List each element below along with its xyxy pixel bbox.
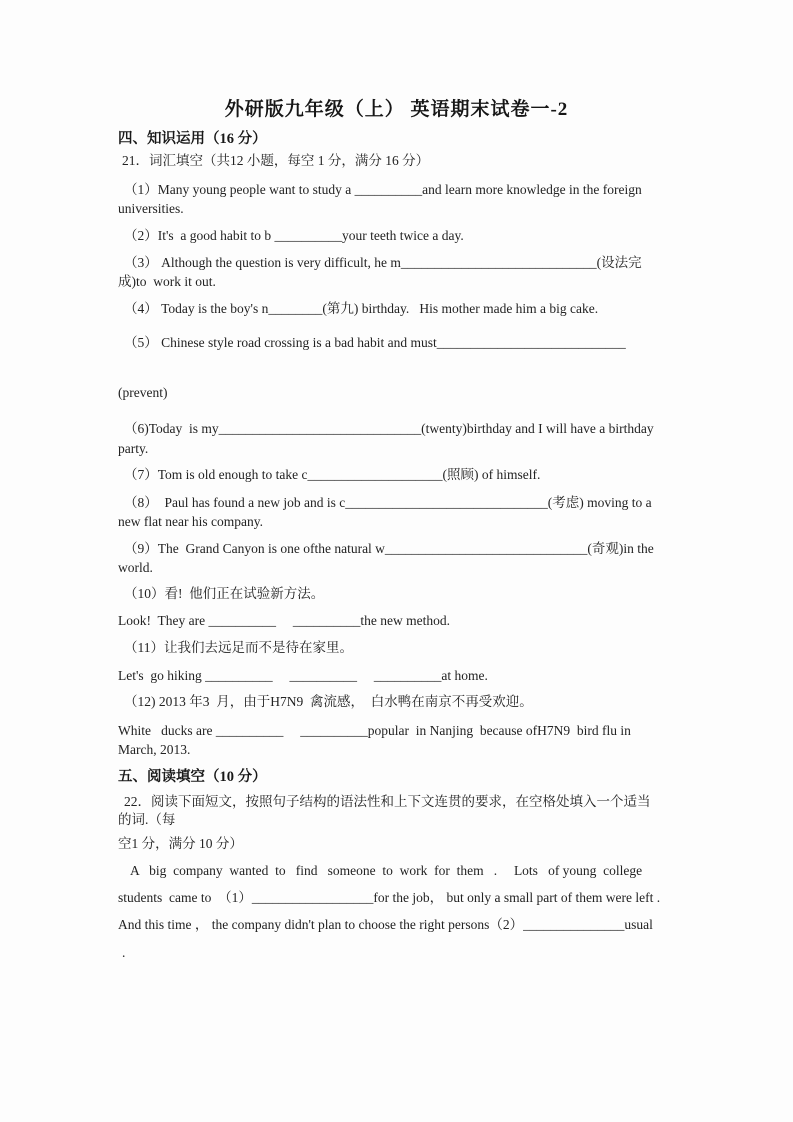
q21-item-8-line-2: new flat near his company. <box>118 514 263 529</box>
exam-title: 外研版九年级（上） 英语期末试卷一-2 <box>224 99 569 120</box>
question-22-intro-line-2: 的词.（每 <box>118 812 176 827</box>
q21-item-12-line-2: White ducks are __________ __________popular in Nanjing because ofH7N9 bird flu in <box>118 723 631 738</box>
q21-item-1-line-2: universities. <box>118 201 184 216</box>
q21-item-1-line-1: （1）Many young people want to study a __________and learn more knowledge in the foreign <box>124 182 642 197</box>
q22-passage-line-2: students came to （1）__________________for the job， but only a small part of them were left . <box>118 890 661 905</box>
q21-item-9-line-2: world. <box>118 560 153 575</box>
section-4-heading: 四、知识运用（16 分） <box>118 131 267 147</box>
q22-passage-line-4: . <box>122 945 126 960</box>
q21-item-6-line-1: （6)Today is my______________________________(twenty)birthday and I will have a birthday <box>124 421 654 436</box>
q22-passage-line-1: A big company wanted to find someone to work for them . Lots of young college <box>130 863 643 878</box>
q22-passage-line-3: And this time ， the company didn't plan to choose the right persons（2）_______________usual <box>118 917 653 932</box>
q21-item-12-line-3: March, 2013. <box>118 742 191 757</box>
section-5-heading: 五、阅读填空（10 分） <box>118 769 267 785</box>
q21-item-3-line-2: 成)to work it out. <box>118 274 216 289</box>
q21-item-4-line-1: （4） Today is the boy's n________(第九) birthday. His mother made him a big cake. <box>124 301 599 316</box>
q21-item-5-line-1: （5） Chinese style road crossing is a bad habit and must____________________________ <box>124 335 626 350</box>
question-22-intro-line-1: 22．阅读下面短文，按照句子结构的语法性和上下文连贯的要求，在空格处填入一个适当 <box>124 794 651 809</box>
q21-item-5-hint: (prevent) <box>118 385 168 400</box>
q21-item-11-line-1: （11）让我们去远足而不是待在家里。 <box>124 640 353 655</box>
q21-item-11-line-2: Let's go hiking __________ __________ __________at home. <box>118 668 488 683</box>
q21-item-9-line-1: （9）The Grand Canyon is one ofthe natural w______________________________(奇观)in the <box>124 541 654 556</box>
q21-item-6-line-2: party. <box>118 441 149 456</box>
q21-item-10-line-2: Look! They are __________ __________the new method. <box>118 613 450 628</box>
q21-item-7-line-1: （7）Tom is old enough to take c____________________(照顾) of himself. <box>124 467 541 482</box>
question-22-intro-line-3: 空1 分，满分 10 分） <box>118 836 243 851</box>
q21-item-2-line-1: （2）It's a good habit to b __________your teeth twice a day. <box>124 228 464 243</box>
q21-item-3-line-1: （3） Although the question is very difficult, he m_____________________________(设法完 <box>124 255 642 270</box>
question-21-intro: 21．词汇填空（共12 小题，每空 1 分，满分 16 分） <box>122 153 430 168</box>
q21-item-12-line-1: （12) 2013 年3 月，由于H7N9 禽流感， 白水鸭在南京不再受欢迎。 <box>124 694 533 709</box>
q21-item-8-line-1: （8） Paul has found a new job and is c______________________________(考虑) moving to a <box>124 495 652 510</box>
q21-item-10-line-1: （10）看! 他们正在试验新方法。 <box>124 586 325 601</box>
